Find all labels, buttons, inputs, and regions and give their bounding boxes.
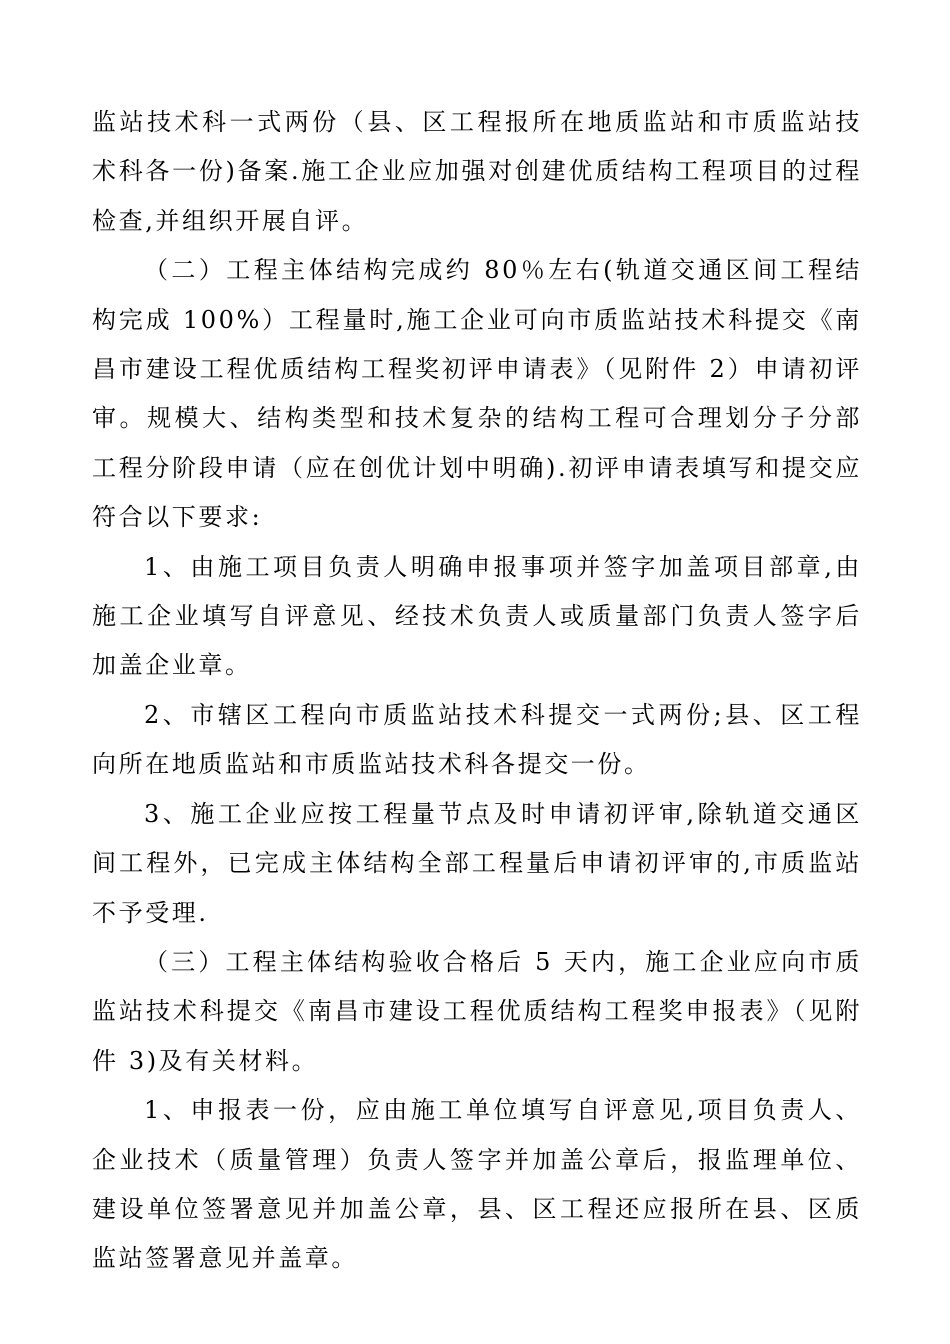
paragraph-item-1: 1、由施工项目负责人明确申报事项并签字加盖项目部章,由施工企业填写自评意见、经技术负责人或质量部门负责人签字后加盖企业章。 (92, 552, 862, 680)
document-body (92, 98, 862, 1284)
paragraph-section-2: （二）工程主体结构完成约 80％左右(轨道交通区间工程结构完成 100%）工程量时,施工企业可向市质监站技术科提交《南昌市建设工程优质结构工程奖初评申请表》（见附件 2）申请初评审。规模大、结构类型和技术复杂的结构工程可合理划分子分部工程分阶段申请（应在创优计划中明确).初评申请表填写和提交应符合以下要求: (92, 256, 862, 532)
paragraph-continuation: 监站技术科一式两份（县、区工程报所在地质监站和市质监站技术科各一份)备案.施工企业应加强对创建优质结构工程项目的过程检查,并组织开展自评。 (92, 108, 862, 235)
paragraph-item-1-report: 1、申报表一份，应由施工单位填写自评意见,项目负责人、企业技术（质量管理）负责人签字并加盖公章后，报监理单位、建设单位签署意见并加盖公章，县、区工程还应报所在县、区质监站签署意见并盖章。 (92, 1096, 862, 1273)
paragraph-item-3: 3、施工企业应按工程量节点及时申请初评审,除轨道交通区间工程外，已完成主体结构全部工程量后申请初评审的,市质监站不予受理. (92, 799, 862, 927)
paragraph-item-2: 2、市辖区工程向市质监站技术科提交一式两份;县、区工程向所在地质监站和市质监站技术科各提交一份。 (92, 700, 862, 779)
paragraph-section-3: （三）工程主体结构验收合格后 5 天内，施工企业应向市质监站技术科提交《南昌市建设工程优质结构工程奖申报表》（见附件 3)及有关材料。 (92, 947, 862, 1075)
